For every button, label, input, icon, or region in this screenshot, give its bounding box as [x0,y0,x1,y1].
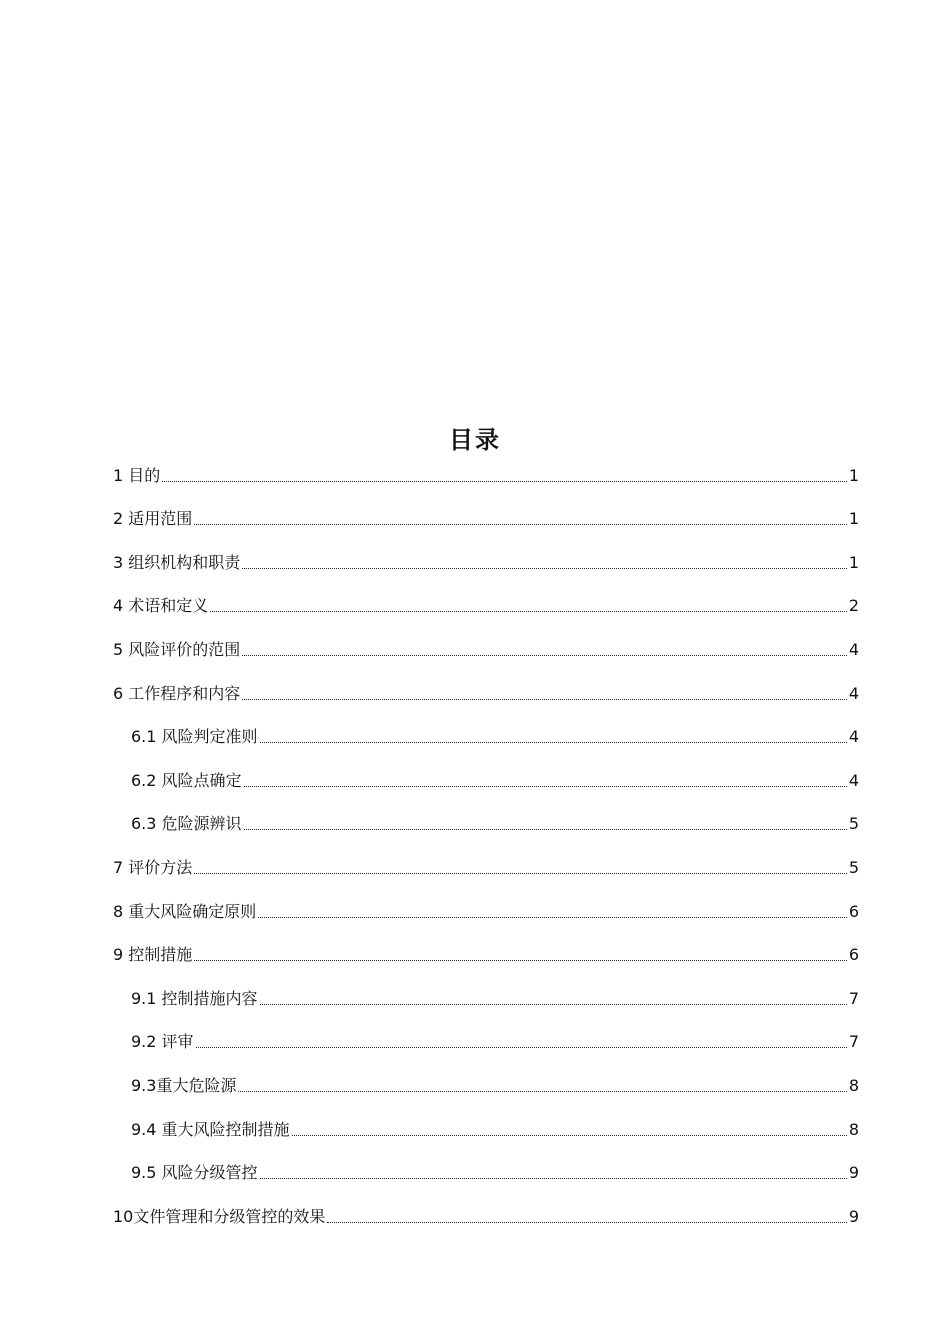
toc-entry-page: 5 [848,814,859,834]
toc-entry-label: 9 控制措施 [113,945,193,965]
dot-leader [194,873,847,874]
toc-entry-page: 4 [848,683,859,703]
toc-entry-page: 8 [848,1119,859,1139]
toc-entry-page: 9 [848,1206,859,1226]
dot-leader [292,1135,847,1136]
dot-leader [242,568,847,569]
toc-entry-page: 7 [848,988,859,1008]
toc-entry-label: 9.2 评审 [131,1032,194,1052]
toc-entry-page: 1 [848,509,859,529]
toc-entry-page: 7 [848,1032,859,1052]
dot-leader [260,1004,847,1005]
toc-entry-page: 4 [848,727,859,747]
toc-entry-label: 6 工作程序和内容 [113,683,241,703]
toc-entry-label: 3 组织机构和职责 [113,552,241,572]
toc-entry-page: 4 [848,639,859,659]
toc-subentry[interactable] [113,759,859,803]
dot-leader [194,960,847,961]
toc-entry[interactable] [113,585,859,629]
dot-leader [238,1091,846,1092]
toc-subentry[interactable] [113,1021,859,1065]
toc-entry[interactable] [113,934,859,978]
toc-entry-page: 5 [848,857,859,877]
toc-entry[interactable] [113,1195,859,1239]
toc-entry-label: 6.2 风险点确定 [131,770,242,790]
toc-entry-label: 2 适用范围 [113,509,193,529]
dot-leader [244,829,847,830]
toc-entry-label: 9.3重大危险源 [131,1075,237,1095]
toc-entry-label: 9.1 控制措施内容 [131,988,258,1008]
toc-entry-page: 6 [848,945,859,965]
toc-entry-label: 8 重大风险确定原则 [113,901,257,921]
toc-entry[interactable] [113,846,859,890]
table-of-contents [113,454,859,1239]
toc-subentry[interactable] [113,1108,859,1152]
toc-title: 目录 [449,426,501,454]
dot-leader [260,742,847,743]
toc-entry-label: 9.4 重大风险控制措施 [131,1119,290,1139]
dot-leader [162,481,847,482]
toc-entry-label: 5 风险评价的范围 [113,639,241,659]
toc-entry-label: 7 评价方法 [113,857,193,877]
toc-entry[interactable] [113,454,859,498]
toc-entry[interactable] [113,628,859,672]
toc-subentry[interactable] [113,1064,859,1108]
toc-entry-page: 9 [848,1163,859,1183]
toc-entry-page: 2 [848,596,859,616]
dot-leader [242,655,847,656]
toc-entry-label: 1 目的 [113,465,161,485]
dot-leader [244,786,847,787]
toc-subentry[interactable] [113,803,859,847]
toc-entry-page: 1 [848,552,859,572]
toc-entry-label: 4 术语和定义 [113,596,209,616]
toc-entry[interactable] [113,890,859,934]
toc-entry-label: 9.5 风险分级管控 [131,1163,258,1183]
dot-leader [258,917,847,918]
toc-entry[interactable] [113,672,859,716]
toc-entry[interactable] [113,541,859,585]
toc-entry-page: 4 [848,770,859,790]
toc-subentry[interactable] [113,977,859,1021]
dot-leader [194,524,847,525]
toc-entry-page: 6 [848,901,859,921]
dot-leader [210,611,847,612]
toc-entry-label: 6.1 风险判定准则 [131,727,258,747]
toc-subentry[interactable] [113,1152,859,1196]
toc-subentry[interactable] [113,716,859,760]
dot-leader [242,699,847,700]
toc-entry-page: 8 [848,1075,859,1095]
dot-leader [327,1222,846,1223]
toc-entry[interactable] [113,498,859,542]
dot-leader [260,1178,847,1179]
toc-entry-page: 1 [848,465,859,485]
dot-leader [196,1047,847,1048]
toc-entry-label: 6.3 危险源辨识 [131,814,242,834]
toc-entry-label: 10文件管理和分级管控的效果 [113,1206,326,1226]
